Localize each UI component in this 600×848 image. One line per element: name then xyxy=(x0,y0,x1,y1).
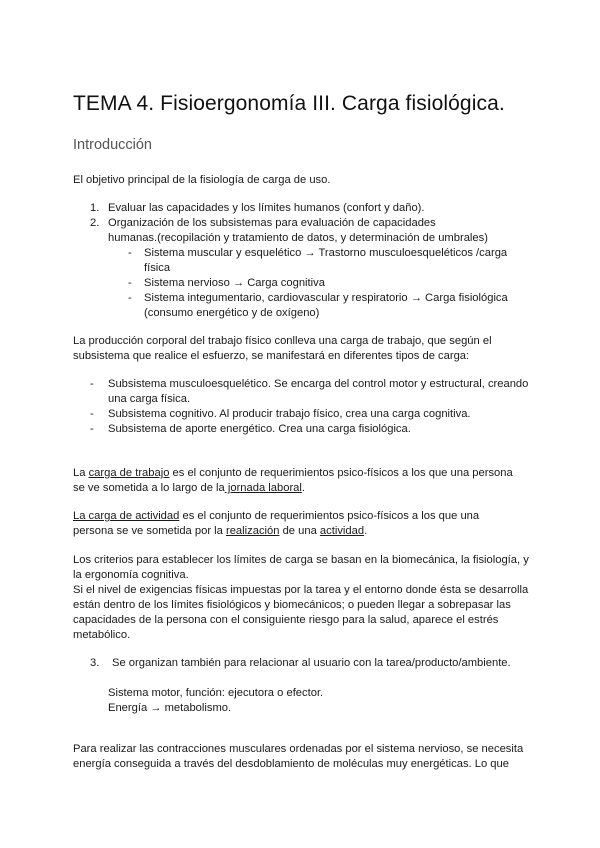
dash-bullet-icon: - xyxy=(128,292,132,304)
term-carga-de-actividad: La carga de actividad xyxy=(73,510,180,522)
list-item-3: Se organizan también para relacionar al usuario con la tarea/producto/ambiente. xyxy=(112,657,511,669)
paragraph-3-line1: Para realizar las contracciones musculares ordenadas por el sistema nervioso, se necesita xyxy=(73,743,524,755)
term-jornada-laboral: jornada laboral xyxy=(224,482,302,494)
term-carga-de-trabajo: carga de trabajo xyxy=(88,467,170,479)
subitem-3-line1: Sistema integumentario, cardiovascular y respiratorio → Carga fisiológica xyxy=(144,292,508,304)
paragraph-3-line2: energía conseguida a través del desdoblamiento de moléculas muy energéticas. Lo que xyxy=(73,758,509,770)
item-3-sub-line1: Sistema motor, función: ejecutora o efector. xyxy=(108,687,324,699)
list-number-1: 1. xyxy=(90,202,100,214)
definition-1-line2: se ve sometida a lo largo de la jornada laboral. xyxy=(73,482,305,494)
bullet-1-line2: una carga física. xyxy=(108,393,191,405)
term-realizacion: realización xyxy=(225,525,280,537)
paragraph-1-line2: subsistema que realice el esfuerzo, se manifestará en diferentes tipos de carga: xyxy=(73,350,470,362)
paragraph-2-line2: la ergonomía cognitiva. xyxy=(73,569,189,581)
definition-2-line2: persona se ve sometida por la realización de una actividad. xyxy=(73,525,368,537)
paragraph-1-line1: La producción corporal del trabajo físico conlleva una carga de trabajo, que según el xyxy=(73,335,492,347)
paragraph-2-line3: Si el nivel de exigencias físicas impuestas por la tarea y el entorno donde ésta se desarrolla xyxy=(73,584,529,596)
paragraph-2-line5: capacidades de la persona con el consiguiente riesgo para la salud, aparece el estrés xyxy=(73,614,499,626)
term-actividad: actividad xyxy=(319,525,365,537)
bullet-2-line1: Subsistema cognitivo. Al producir trabajo físico, crea una carga cognitiva. xyxy=(108,408,471,420)
paragraph-2-line4: están dentro de los límites fisiológicos y biomecánicos; o pueden llegar a sobrepasar las xyxy=(73,599,511,611)
list-item-1: Evaluar las capacidades y los límites humanos (confort y daño). xyxy=(108,202,425,214)
list-item-2-line1: Organización de los subsistemas para evaluación de capacidades xyxy=(108,217,436,229)
section-heading: Introducción xyxy=(73,137,152,153)
list-number-2: 2. xyxy=(90,217,100,229)
dash-bullet-icon: - xyxy=(90,408,94,420)
subitem-1-line2: física xyxy=(144,262,171,274)
dash-bullet-icon: - xyxy=(90,378,94,390)
subitem-3-line2: (consumo energético y de oxígeno) xyxy=(144,307,320,319)
list-item-2-line2: humanas.(recopilación y tratamiento de datos, y determinación de umbrales) xyxy=(108,232,488,244)
definition-2-line1: La carga de actividad es el conjunto de requerimientos psico-físicos a los que una xyxy=(73,510,480,522)
paragraph-2-line1: Los criterios para establecer los límites de carga se basan en la biomecánica, la fisiología, y xyxy=(73,554,529,566)
subitem-1-line1: Sistema muscular y esquelético → Trastorno musculoesqueléticos /carga xyxy=(144,247,508,259)
subitem-2-line1: Sistema nervioso → Carga cognitiva xyxy=(144,277,325,289)
definition-1-line1: La carga de trabajo es el conjunto de requerimientos psico-físicos a los que una persona xyxy=(73,467,513,479)
dash-bullet-icon: - xyxy=(128,247,132,259)
dash-bullet-icon: - xyxy=(128,277,132,289)
document-title: TEMA 4. Fisioergonomía III. Carga fisiológica. xyxy=(73,92,505,115)
bullet-3-line1: Subsistema de aporte energético. Crea una carga fisiológica. xyxy=(108,423,411,435)
bullet-1-line1: Subsistema musculoesquelético. Se encarga del control motor y estructural, creando xyxy=(108,378,529,390)
item-3-sub-line2: Energía → metabolismo. xyxy=(108,702,232,714)
paragraph-2-line6: metabólico. xyxy=(73,629,131,641)
list-number-3: 3. xyxy=(90,657,100,669)
intro-paragraph: El objetivo principal de la fisiología de carga de uso. xyxy=(73,174,331,186)
dash-bullet-icon: - xyxy=(90,423,94,435)
